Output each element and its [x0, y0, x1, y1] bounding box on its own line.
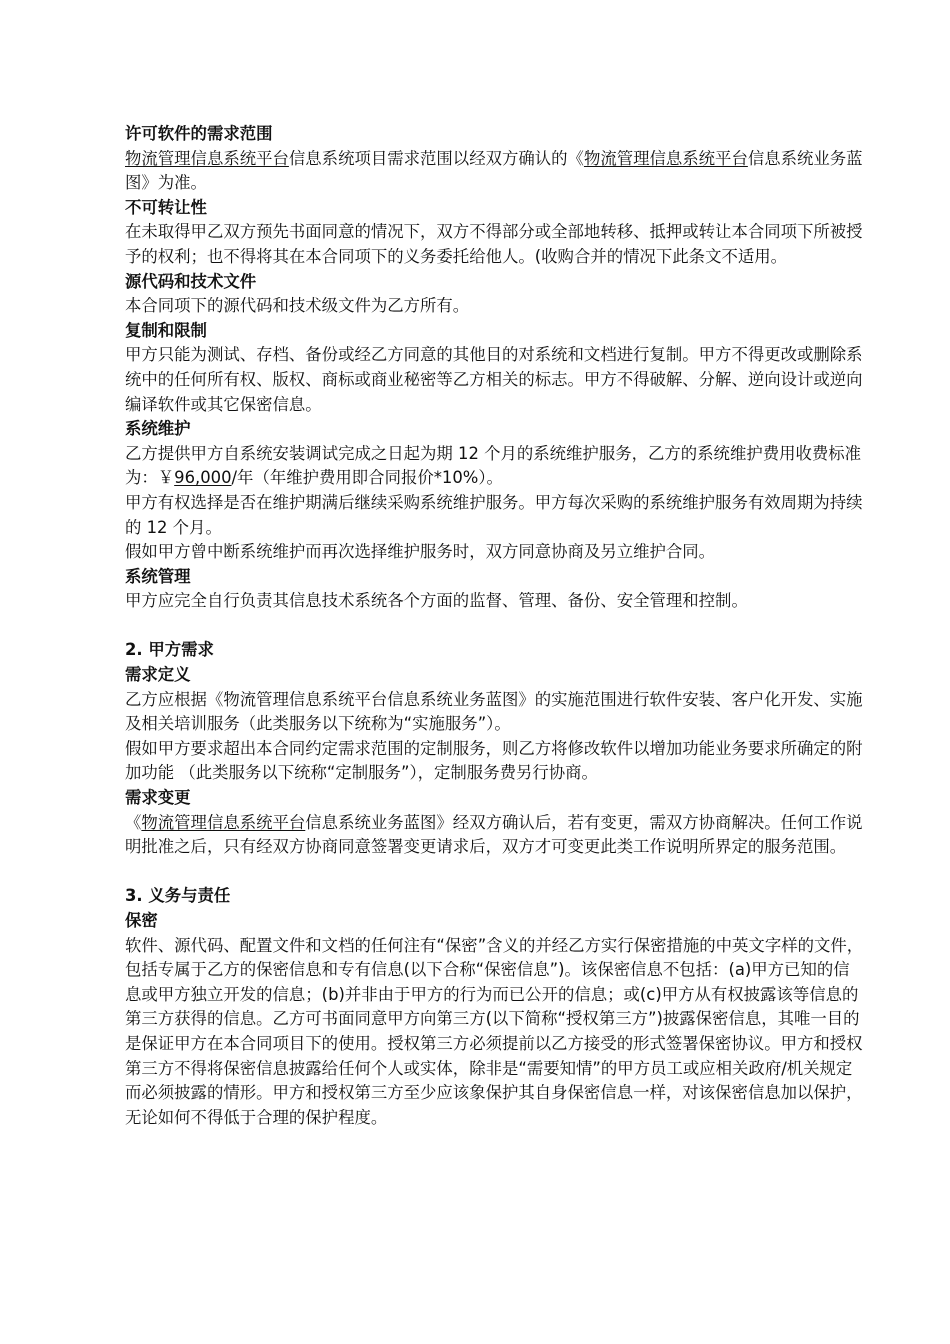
paragraph-maintenance-renewal: 甲方有权选择是否在维护期满后继续采购系统维护服务。甲方每次采购的系统维护服务有效周期为持续的 12 个月。 [125, 492, 863, 537]
heading-requirement-definition: 需求定义 [125, 665, 191, 685]
text-fragment: 信息系统项目需求范围以经双方确认的《 [288, 148, 584, 168]
paragraph-requirement-change [125, 811, 865, 860]
underlined-platform-name: 物流管理信息系统平台 [583, 148, 748, 168]
text-fragment: 《 [125, 812, 142, 832]
spacer [125, 614, 865, 639]
heading-copy-restrictions: 复制和限制 [125, 320, 207, 340]
paragraph-custom-services: 假如甲方要求超出本合同约定需求范围的定制服务，则乙方将修改软件以增加功能业务要求所确定的附加功能 （此类服务以下统称“定制服务”），定制服务费另行协商。 [125, 738, 863, 783]
paragraph-maintenance-fee [125, 442, 865, 491]
underlined-fee-amount: 96,000 [174, 468, 232, 488]
text-fragment: 信息系统业务蓝图》为准。 [125, 148, 863, 193]
section-title-obligations: 3. 义务与责任 [125, 886, 231, 906]
underlined-platform-name: 物流管理信息系统平台 [125, 148, 289, 168]
heading-system-maintenance: 系统维护 [125, 419, 191, 439]
paragraph-license-scope [125, 147, 865, 196]
text-fragment: /年（年维护费用即合同报价*10%）。 [231, 468, 503, 488]
document-body [125, 122, 865, 1130]
paragraph-implementation-services: 乙方应根据《物流管理信息系统平台信息系统业务蓝图》的实施范围进行软件安装、客户化开发、实施及相关培训服务（此类服务以下统称为“实施服务”）。 [125, 689, 863, 734]
paragraph-copy-restrictions: 甲方只能为测试、存档、备份或经乙方同意的其他目的对系统和文档进行复制。甲方不得更改或删除系统中的任何所有权、版权、商标或商业秘密等乙方相关的标志。甲方不得破解、分解、逆向设计或逆向编译软件或其它保密信息。 [125, 345, 863, 414]
paragraph-confidentiality: 软件、源代码、配置文件和文档的任何注有“保密”含义的并经乙方实行保密措施的中英文字样的文件，包括专属于乙方的保密信息和专有信息(以下合称“保密信息”)。该保密信息不包括：(a)甲方已知的信息或甲方独立开发的信息；(b)并非由于甲方的行为而已公开的信息；或(c)甲方从有权披露该等信息的第三方获得的信息。乙方可书面同意甲方向第三方(以下简称“授权第三方”)披露保密信息，其唯一目的是保证甲方在本合同项目下的使用。授权第三方必须提前以乙方接受的形式签署保密协议。甲方和授权第三方不得将保密信息披露给任何个人或实体，除非是“需要知情”的甲方员工或应相关政府/机关规定而必须披露的情形。甲方和授权第三方至少应该象保护其自身保密信息一样，对该保密信息加以保护，无论如何不得低于合理的保护程度。 [125, 935, 864, 1127]
heading-non-transferable: 不可转让性 [125, 197, 207, 217]
paragraph-source-code: 本合同项下的源代码和技术级文件为乙方所有。 [125, 296, 470, 316]
paragraph-system-management: 甲方应完全自行负责其信息技术系统各个方面的监督、管理、备份、安全管理和控制。 [125, 591, 748, 611]
spacer [125, 860, 865, 885]
paragraph-maintenance-interruption: 假如甲方曾中断系统维护而再次选择维护服务时，双方同意协商及另立维护合同。 [125, 542, 716, 562]
underlined-platform-name: 物流管理信息系统平台 [141, 812, 306, 832]
text-fragment: 信息系统业务蓝图》经双方确认后，若有变更，需双方协商解决。任何工作说明批准之后，只有经双方协商同意签署变更请求后，双方才可变更此类工作说明所界定的服务范围。 [125, 812, 863, 857]
heading-confidentiality: 保密 [125, 911, 158, 930]
text-fragment: 乙方提供甲方自系统安装调试完成之日起为期 12 个月的系统维护服务，乙方的系统维护费用收费标准为：￥ [125, 443, 862, 488]
heading-requirement-change: 需求变更 [125, 788, 191, 808]
heading-license-scope: 许可软件的需求范围 [125, 124, 273, 143]
paragraph-non-transferable: 在未取得甲乙双方预先书面同意的情况下，双方不得部分或全部地转移、抵押或转让本合同项下所被授予的权利；也不得将其在本合同项下的义务委托给他人。(收购合并的情况下此条文不适用。 [125, 222, 863, 266]
heading-source-code: 源代码和技术文件 [125, 271, 257, 291]
section-title-party-a-requirements: 2. 甲方需求 [125, 640, 214, 660]
heading-system-management: 系统管理 [125, 566, 191, 586]
